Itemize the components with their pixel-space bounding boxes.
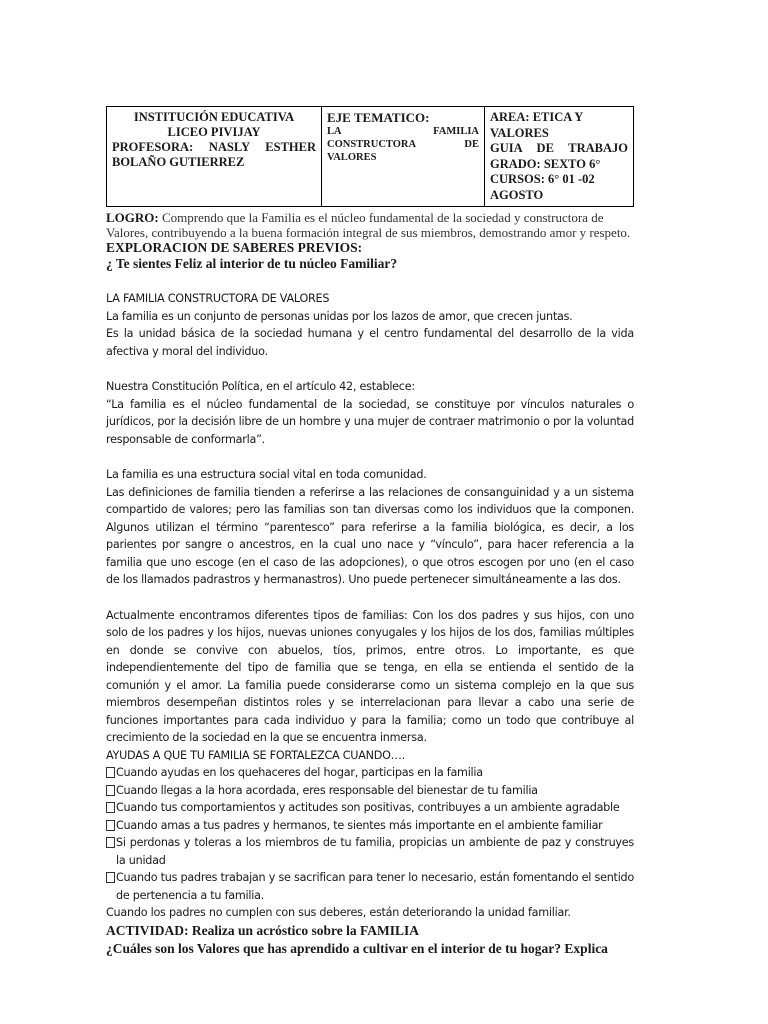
list-item [106,764,634,782]
header-table [106,106,634,207]
teacher-label: PROFESORA: NASLY ESTHER [112,140,316,154]
list-item-text: Si perdonas y toleras a los miembros de tu familia, propicias un ambiente de paz y construyes la unidad [116,836,634,867]
checkbox-glyph-icon [106,872,115,883]
ayudas-title: AYUDAS A QUE TU FAMILIA SE FORTALEZCA CUANDO…. [106,748,405,762]
grade-label: GRADO: SEXTO 6° [490,156,601,171]
axis-title: EJE TEMATICO: [327,110,430,125]
activity-instruction: ACTIVIDAD: Realiza un acróstico sobre la FAMILIA [106,922,419,938]
list-item-text: Cuando tus padres trabajan y se sacrifican para tener lo necesario, están fomentando el sentido de pertenencia a tu familia. [116,871,634,902]
checkbox-glyph-icon [106,767,115,778]
header-axis-cell [322,107,485,207]
section-title: LA FAMILIA CONSTRUCTORA DE VALORES [106,292,330,305]
area-label: AREA: ETICA Y VALORES [490,110,583,140]
checkbox-glyph-icon [106,785,115,796]
guide-label: GUIA DE TRABAJO [490,141,628,155]
checkbox-glyph-icon [106,837,115,848]
axis-line-3: VALORES [327,152,377,163]
paragraph-5: Las definiciones de familia tienden a referirse a las relaciones de consanguinidad y a un sistema compartido de valores; pero las familias son tan diversas como los individuos que la componen. Algunos utilizan el término “parentesco” para referirse a la familia biológica, es decir, a los parientes por sangre o ancestros, en la cual uno nace y “vínculo”, para hacer referencia a la familia que uno escoge (en el caso de las adopciones), o que otros escogen por uno (en el caso de los llamados padrastros y hermanastros). Uno puede pertenecer simultáneamente a las dos. [106,485,634,586]
list-item-text: Cuando ayudas en los quehaceres del hogar, participas en la familia [116,766,483,779]
checkbox-glyph-icon [106,820,115,831]
logro-paragraph [106,210,634,240]
list-item-text: Cuando tus comportamientos y actitudes son positivas, contribuyes a un ambiente agradable [116,801,620,814]
header-institution-cell [107,107,322,207]
list-item [106,869,634,904]
exploracion-heading: EXPLORACION DE SABERES PREVIOS: [106,240,363,255]
institution-name: INSTITUCIÓN EDUCATIVA [133,110,295,124]
school-name: LICEO PIVIJAY [167,125,261,139]
courses-label: CURSOS: 6° 01 -02 AGOSTO [490,172,595,202]
list-item [106,817,634,835]
document-page [106,106,634,958]
list-item [106,799,634,817]
header-area-cell [485,107,634,207]
paragraph-3: Nuestra Constitución Política, en el artículo 42, establece: [106,380,415,393]
list-item [106,782,634,800]
teacher-surname: BOLAÑO GUTIERREZ [112,155,245,169]
activity-question: ¿Cuáles son los Valores que has aprendido a cultivar en el interior de tu hogar? Explica [106,940,608,956]
closing-line: Cuando los padres no cumplen con sus deberes, están deteriorando la unidad familiar. [106,906,571,919]
paragraph-4: La familia es una estructura social vital en toda comunidad. [106,468,427,481]
ayudas-list [106,764,634,904]
paragraph-2: Es la unidad básica de la sociedad humana y el centro fundamental del desarrollo de la vida afectiva y moral del individuo. [106,327,634,358]
paragraph-6: Actualmente encontramos diferentes tipos de familias: Con los dos padres y sus hijos, con uno solo de los padres y los hijos, nuevas uniones conyugales y los hijos de los dos, familias múltiples en donde se convive con abuelos, tíos, primos, entre otros. Lo importante, es que independientemente del tipo de familia que se tenga, en ella se entienda el sentido de la comunión y el amor. La familia puede considerarse como un sistema complejo en la que sus miembros desempeñan distintos roles y se interrelacionan para llevar a cabo una serie de funciones importantes para cada individuo y para la familia; como un todo que contribuye al crecimiento de la sociedad en la que se encuentra inmersa. [106,608,634,744]
exploracion-question: ¿ Te sientes Feliz al interior de tu núcleo Familiar? [106,256,398,271]
list-item-text: Cuando llegas a la hora acordada, eres responsable del bienestar de tu familia [116,783,538,797]
paragraph-1: La familia es un conjunto de personas unidas por los lazos de amor, que crecen juntas. [106,309,573,323]
logro-label: LOGRO: [106,210,159,225]
list-item [106,834,634,869]
constitution-quote: “La familia es el núcleo fundamental de la sociedad, se constituye por vínculos naturales o jurídicos, por la decisión libre de un hombre y una mujer de contraer matrimonio o por la voluntad responsable de conformarla”. [106,397,634,446]
list-item-text: Cuando amas a tus padres y hermanos, te sientes más importante en el ambiente familiar [116,818,603,832]
axis-line-1: LA FAMILIA [327,126,479,137]
checkbox-glyph-icon [106,802,115,813]
logro-text: Comprendo que la Familia es el núcleo fundamental de la sociedad y constructora de Valores, contribuyendo a la buena formación integral de sus miembros, demostrando amor y respeto. [106,210,631,240]
axis-line-2: CONSTRUCTORA DE [327,139,479,150]
